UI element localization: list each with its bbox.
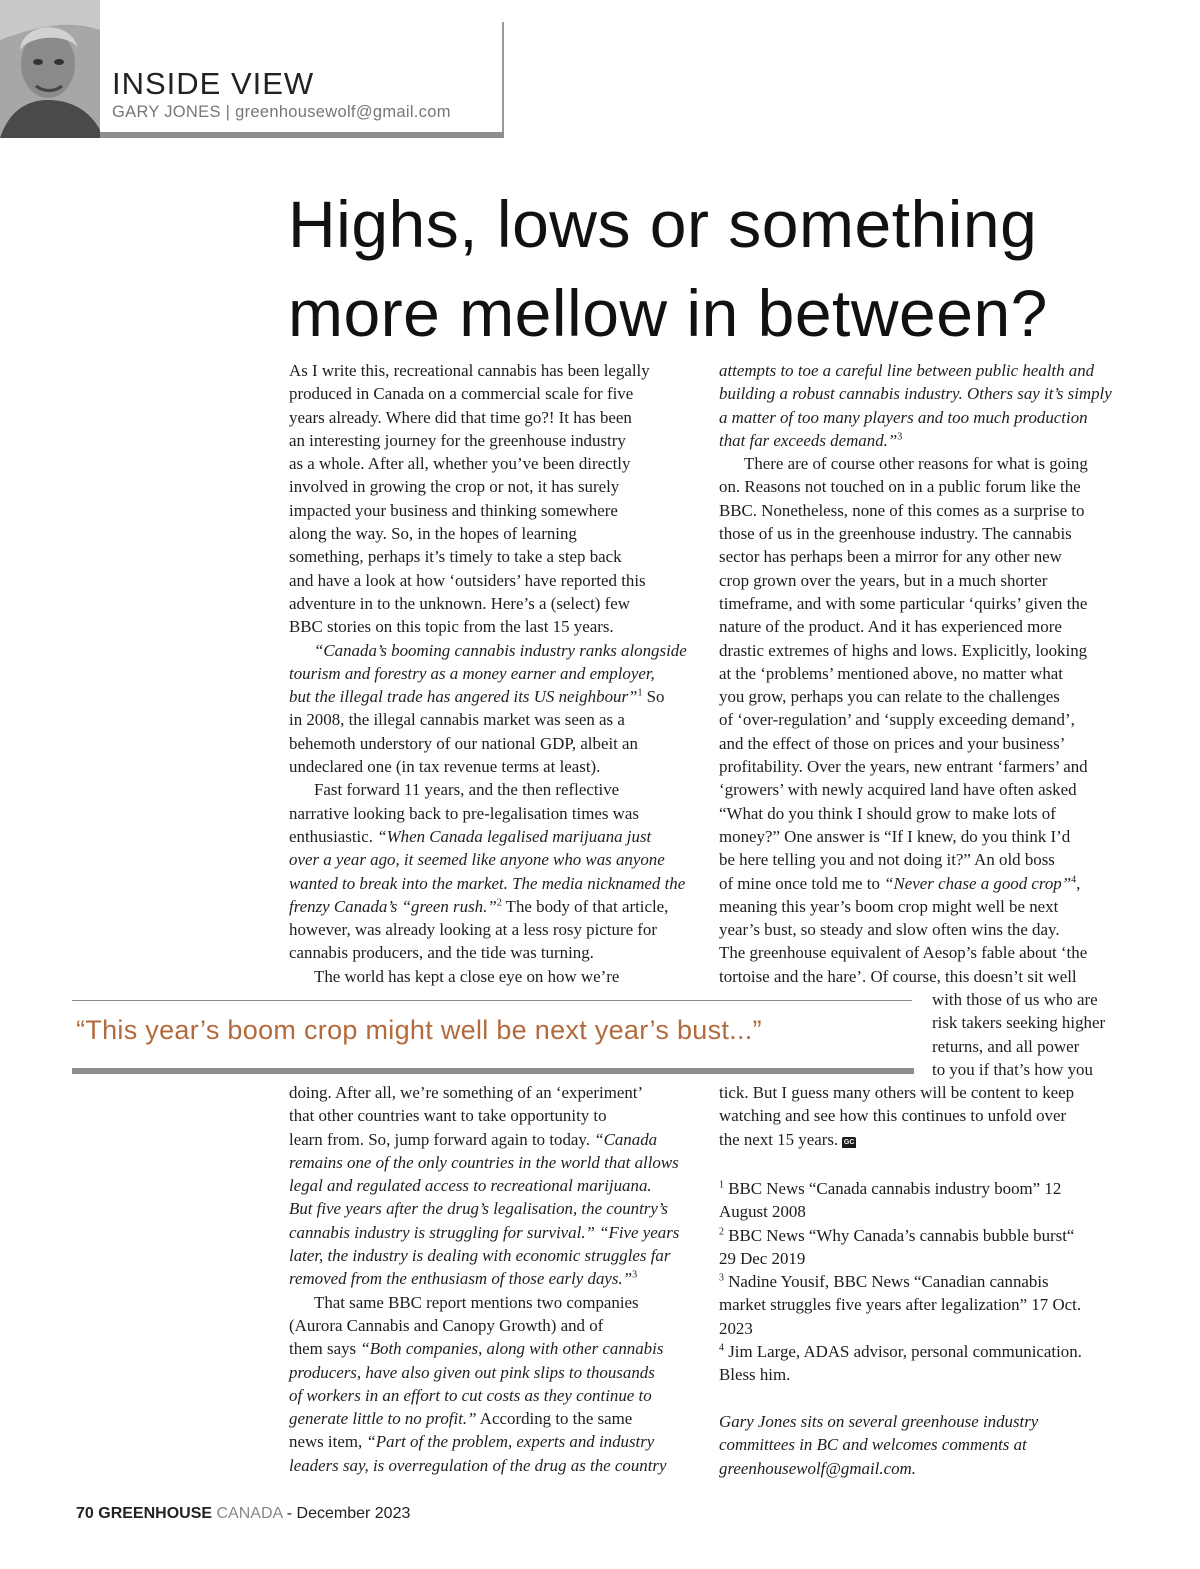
body-line: to you if that’s how you	[932, 1059, 1093, 1079]
body-text: So	[642, 687, 665, 707]
quote-text: generate little to no profit.”	[289, 1409, 477, 1429]
body-text: the next 15 years.	[719, 1129, 839, 1149]
body-line: an interesting journey for the greenhouse industry	[289, 430, 626, 450]
body-line-quote: a matter of too many players and too much production	[719, 407, 1088, 427]
body-line: along the way. So, in the hopes of learning	[289, 524, 577, 544]
footnote-line	[719, 1270, 1139, 1293]
body-line: involved in growing the crop or not, it has surely	[289, 477, 620, 497]
bio-line: Gary Jones sits on several greenhouse industry	[719, 1412, 1039, 1431]
body-line: watching and see how this continues to unfold over	[719, 1106, 1067, 1126]
body-line: tick. But I guess many others will be content to keep	[719, 1083, 1075, 1102]
footnotes	[719, 1177, 1139, 1387]
footnote-line: Bless him.	[719, 1365, 791, 1385]
body-line: drastic extremes of highs and lows. Explicitly, looking	[719, 640, 1088, 660]
pull-quote-rule-top	[72, 1000, 912, 1001]
body-line: behemoth understory of our national GDP, albeit an	[289, 733, 638, 753]
quote-text: “Never chase a good crop”	[884, 873, 1072, 893]
column-2-bottom	[719, 1081, 1129, 1151]
body-line: be here telling you and not doing it?” An old boss	[719, 850, 1055, 870]
pull-quote-rule-bottom	[72, 1068, 914, 1074]
body-line: impacted your business and thinking somewhere	[289, 500, 618, 520]
body-line: The greenhouse equivalent of Aesop’s fable about ‘the	[719, 943, 1088, 963]
body-line-quote: attempts to toe a careful line between public health and	[719, 361, 1095, 380]
body-line-quote: producers, have also given out pink slips to thousands	[289, 1362, 655, 1382]
body-line: at the ‘problems’ mentioned above, no matter what	[719, 663, 1063, 683]
body-line: risk takers seeking higher	[932, 1013, 1106, 1033]
footnote-line	[719, 1224, 1139, 1247]
body-line	[289, 1337, 699, 1360]
headline-line-2: more mellow in between?	[288, 276, 1048, 350]
footnote-number: 2	[719, 1225, 724, 1237]
footnote-line	[719, 1177, 1139, 1200]
body-line: with those of us who are	[932, 990, 1098, 1009]
body-line: BBC. Nonetheless, none of this comes as a surprise to	[719, 500, 1085, 520]
body-line: and have a look at how ‘outsiders’ have reported this	[289, 570, 646, 590]
body-line-quote: over a year ago, it seemed like anyone who was anyone	[289, 850, 665, 870]
body-line: those of us in the greenhouse industry. The cannabis	[719, 524, 1072, 544]
body-line	[289, 685, 699, 708]
author-photo-illustration	[0, 0, 100, 138]
footnote-ref: 1	[637, 687, 643, 699]
body-line	[719, 1128, 1129, 1151]
end-mark-icon: GC	[843, 1138, 855, 1146]
body-line: The world has kept a close eye on how we’re	[314, 966, 620, 986]
body-line: timeframe, and with some particular ‘quirks’ given the	[719, 593, 1088, 613]
body-line: That same BBC report mentions two companies	[314, 1292, 639, 1312]
column-2-narrow	[932, 988, 1132, 1081]
footnote-line	[719, 1340, 1139, 1363]
footnote-text: Jim Large, ADAS advisor, personal communication.	[724, 1342, 1082, 1362]
body-line: doing. After all, we’re something of an ‘experiment’	[289, 1083, 644, 1102]
column-1-top	[289, 359, 699, 988]
body-line-quote: of workers in an effort to cut costs as they continue to	[289, 1385, 652, 1405]
quote-text: but the illegal trade has angered its US neighbour”	[289, 687, 638, 707]
footnote-number: 1	[719, 1179, 724, 1191]
body-line: of ‘over-regulation’ and ‘supply exceeding demand’,	[719, 710, 1075, 730]
body-text: enthusiastic.	[289, 826, 378, 846]
quote-text: “Both companies, along with other cannabis	[360, 1339, 664, 1359]
body-line: money?” One answer is “If I knew, do you think I’d	[719, 826, 1071, 846]
body-line	[289, 1267, 699, 1290]
body-line: sector has perhaps been a mirror for any other new	[719, 547, 1062, 567]
body-line: nature of the product. And it has experienced more	[719, 617, 1062, 637]
body-line: as a whole. After all, whether you’ve been directly	[289, 454, 631, 474]
body-line: Fast forward 11 years, and the then reflective	[314, 780, 620, 800]
quote-text: “Canada	[594, 1129, 658, 1149]
page-number: 70	[76, 1505, 94, 1522]
column-1-bottom	[289, 1081, 699, 1477]
body-line: narrative looking back to pre-legalisation times was	[289, 803, 639, 823]
body-text: The body of that article,	[501, 896, 669, 916]
footnote-number: 4	[719, 1342, 724, 1354]
body-line: tortoise and the hare’. Of course, this doesn’t sit well	[719, 966, 1077, 986]
body-line: and the effect of those on prices and your business’	[719, 733, 1066, 753]
body-line-quote: cannabis industry is struggling for survival.” “Five years	[289, 1222, 680, 1242]
body-text: learn from. So, jump forward again to today.	[289, 1129, 595, 1149]
body-line	[719, 429, 1129, 452]
headline	[288, 180, 1168, 358]
body-line-quote: leaders say, is overregulation of the drug as the country	[289, 1455, 667, 1475]
body-line: meaning this year’s boom crop might well be next	[719, 896, 1059, 916]
magazine-suffix: CANADA	[216, 1505, 283, 1522]
quote-text: “When Canada legalised marijuana just	[377, 826, 652, 846]
body-line	[289, 1430, 699, 1453]
body-line: undeclared one (in tax revenue terms at least).	[289, 757, 601, 777]
bio-line: greenhousewolf@gmail.com.	[719, 1458, 916, 1478]
body-line: profitability. Over the years, new entrant ‘farmers’ and	[719, 757, 1088, 777]
body-line: in 2008, the illegal cannabis market was seen as a	[289, 710, 625, 730]
footnote-line: August 2008	[719, 1202, 806, 1222]
body-line: that other countries want to take opportunity to	[289, 1106, 607, 1126]
quote-text: that far exceeds demand.”	[719, 430, 898, 450]
body-line: produced in Canada on a commercial scale for five	[289, 384, 634, 404]
footnote-number: 3	[719, 1272, 724, 1284]
body-line: As I write this, recreational cannabis has been legally	[289, 361, 650, 380]
body-line: cannabis producers, and the tide was turning.	[289, 943, 594, 963]
body-line-quote: legal and regulated access to recreational marijuana.	[289, 1176, 652, 1196]
section-label: INSIDE VIEW	[112, 66, 315, 101]
header-horizontal-rule	[100, 132, 504, 138]
issue-date: - December 2023	[282, 1505, 411, 1522]
body-line-quote: “Canada’s booming cannabis industry ranks alongside	[314, 640, 687, 660]
author-bio	[719, 1410, 1139, 1480]
body-line: years already. Where did that time go?! It has been	[289, 407, 632, 427]
body-line-quote: remains one of the only countries in the world that allows	[289, 1152, 679, 1172]
footnote-ref: 3	[897, 431, 903, 443]
page-folio	[76, 1505, 410, 1523]
footnote-ref: 2	[496, 897, 502, 909]
body-line: adventure in to the unknown. Here’s a (select) few	[289, 593, 630, 613]
body-line	[289, 895, 699, 918]
body-text: According to the same	[476, 1409, 633, 1429]
footnote-text: BBC News “Canada cannabis industry boom” 12	[724, 1179, 1062, 1198]
body-line: however, was already looking at a less rosy picture for	[289, 920, 657, 940]
body-line: crop grown over the years, but in a much shorter	[719, 570, 1048, 590]
pull-quote: “This year’s boom crop might well be next year’s bust...”	[76, 1015, 762, 1045]
footnote-line: 29 Dec 2019	[719, 1248, 806, 1268]
quote-text: frenzy Canada’s “green rush.”	[289, 896, 497, 916]
body-line: something, perhaps it’s timely to take a step back	[289, 547, 622, 567]
body-line-quote: later, the industry is dealing with economic struggles far	[289, 1246, 671, 1266]
body-text: them says	[289, 1339, 361, 1359]
body-line	[289, 825, 699, 848]
body-text: news item,	[289, 1432, 367, 1452]
body-line	[289, 1128, 699, 1151]
author-photo	[0, 0, 100, 138]
body-line: ‘growers’ with newly acquired land have often asked	[719, 780, 1077, 800]
body-line: (Aurora Cannabis and Canopy Growth) and of	[289, 1315, 604, 1335]
body-line: you grow, perhaps you can relate to the challenges	[719, 687, 1060, 707]
footnote-line: 2023	[719, 1318, 753, 1338]
headline-line-1: Highs, lows or something	[288, 187, 1038, 261]
magazine-name: GREENHOUSE	[98, 1505, 213, 1522]
body-line: “What do you think I should grow to make lots of	[719, 803, 1056, 823]
bio-line: committees in BC and welcomes comments at	[719, 1435, 1027, 1455]
header-vertical-rule	[502, 22, 504, 138]
body-text: of mine once told me to	[719, 873, 885, 893]
footnote-line: market struggles five years after legalization” 17 Oct.	[719, 1295, 1082, 1315]
body-text: ,	[1076, 873, 1081, 893]
body-line-quote: wanted to break into the market. The media nicknamed the	[289, 873, 686, 893]
byline: GARY JONES | greenhousewolf@gmail.com	[112, 103, 451, 121]
body-line-quote: But five years after the drug’s legalisation, the country’s	[289, 1199, 668, 1219]
body-line-quote: tourism and forestry as a money earner and employer,	[289, 663, 655, 683]
column-2-top	[719, 359, 1129, 988]
body-line: BBC stories on this topic from the last 15 years.	[289, 617, 614, 637]
footnote-text: BBC News “Why Canada’s cannabis bubble burst“	[724, 1225, 1075, 1245]
body-line-quote: building a robust cannabis industry. Others say it’s simply	[719, 384, 1112, 404]
footnote-ref: 3	[632, 1269, 638, 1281]
body-line	[289, 1407, 699, 1430]
body-line: There are of course other reasons for what is going	[744, 454, 1088, 474]
body-line	[719, 872, 1129, 895]
quote-text: “Part of the problem, experts and industry	[366, 1432, 655, 1452]
footnote-text: Nadine Yousif, BBC News “Canadian cannabis	[724, 1272, 1049, 1292]
body-line: year’s bust, so steady and slow often wins the day.	[719, 920, 1060, 940]
body-line: returns, and all power	[932, 1036, 1080, 1056]
quote-text: removed from the enthusiasm of those early days.”	[289, 1269, 633, 1289]
footnote-ref: 4	[1071, 873, 1077, 885]
body-line: on. Reasons not touched on in a public forum like the	[719, 477, 1081, 497]
